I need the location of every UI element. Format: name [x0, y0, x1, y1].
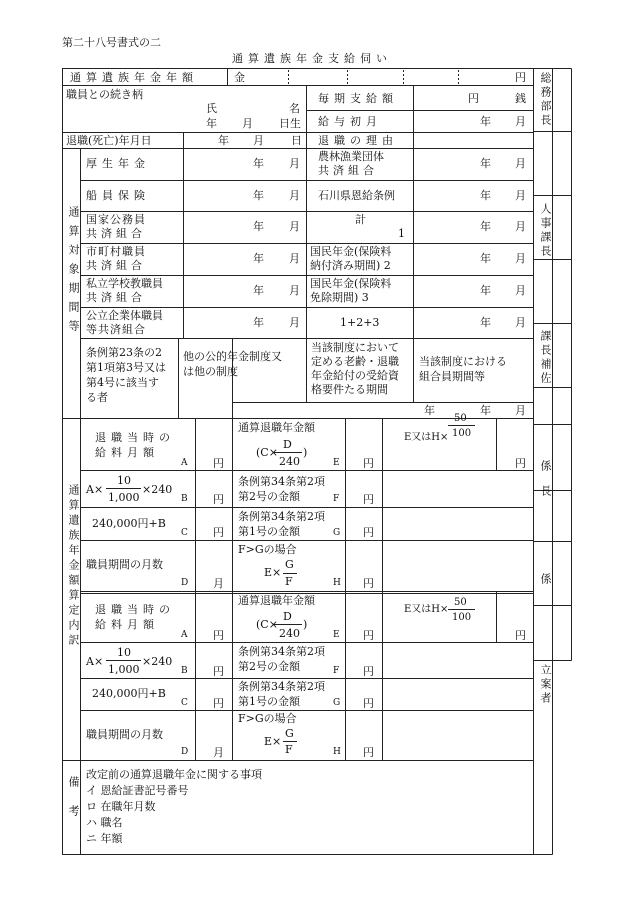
per-period-label: 毎期支給額	[318, 92, 398, 105]
art23-line-1: 条例第23条の2	[86, 346, 162, 359]
salary-label-2: 給料月額	[95, 618, 159, 631]
frac-100: 100	[452, 428, 472, 439]
eligibility-4: 格要件たる期間	[311, 383, 388, 396]
close-paren: )	[303, 618, 308, 631]
yen-unit: 円	[363, 665, 374, 678]
ym-year: 年	[480, 220, 491, 233]
total-yen-unit: 円	[515, 71, 526, 84]
a-prefix: A×	[86, 655, 104, 668]
frac-d-num: D	[283, 438, 292, 451]
yen-unit: 円	[213, 526, 224, 539]
close-paren: )	[303, 446, 308, 459]
approval-kakari: 係	[539, 573, 552, 587]
shichoson-label-1: 市町村職員	[86, 245, 146, 258]
retire-date-label: 退職(死亡)年月日	[66, 134, 152, 147]
salary-label-1: 退職当時の	[95, 431, 175, 444]
yen-unit: 円	[213, 457, 224, 470]
ym-month: 月	[289, 157, 300, 170]
months-label: 職員期間の月数	[86, 558, 163, 571]
yen-unit: 円	[213, 665, 224, 678]
letter-d: D	[181, 747, 189, 757]
formula-c: (C×	[256, 618, 278, 631]
frac-d-num: D	[283, 610, 292, 623]
yen-unit: 円	[213, 697, 224, 710]
senin-hoken: 船員保険	[86, 189, 150, 202]
remarks-title: 改定前の通算退職年金に関する事項	[86, 768, 262, 781]
shichoson-label-2: 共済組合	[86, 259, 146, 272]
letter-b: B	[181, 494, 188, 504]
ym-year: 年	[253, 284, 264, 297]
first-pay-month: 月	[515, 115, 526, 128]
yen-unit: 円	[213, 629, 224, 642]
remarks-item-ha: ハ 職名	[86, 816, 123, 829]
ym-month: 月	[289, 189, 300, 202]
kokumin-1-label-2: 納付済み期間) 2	[310, 259, 391, 272]
ym-month: 月	[515, 252, 526, 265]
kokka-label-1: 国家公務員	[86, 213, 146, 226]
shiritsu-label-2: 共済組合	[86, 291, 146, 304]
ym-year: 年	[253, 252, 264, 265]
ym-year: 年	[253, 316, 264, 329]
letter-a: A	[181, 458, 188, 468]
tsusan-label: 通算退職年金額	[238, 421, 315, 434]
calc-side-label: 通算遺族年金額算定内訳	[67, 484, 80, 649]
ym-year: 年	[480, 157, 491, 170]
letter-h: H	[333, 747, 341, 757]
letter-f: F	[333, 494, 340, 504]
ym-year: 年	[424, 404, 435, 417]
a-suffix: ×240	[142, 655, 173, 668]
koritsu-label-2: 等共済組合	[86, 323, 146, 336]
ym-month: 月	[515, 316, 526, 329]
ym-month: 月	[515, 157, 526, 170]
ym-month: 月	[515, 189, 526, 202]
art34-2-line2: 第2号の金額	[238, 490, 300, 503]
art23-line-4: る者	[86, 391, 108, 404]
yen-unit: 円	[213, 493, 224, 506]
birth-month-unit: 月	[242, 117, 253, 130]
retire-day: 日	[291, 134, 302, 147]
retire-reason-label: 退職の理由	[318, 134, 398, 147]
letter-a: A	[181, 630, 188, 640]
letter-e: E	[333, 458, 340, 468]
letter-g: G	[333, 528, 341, 538]
letter-c: C	[181, 698, 188, 708]
yen-unit: 円	[363, 697, 374, 710]
frac-f: F	[285, 575, 293, 588]
art34-2-line1: 条例第34条第2項	[238, 475, 325, 488]
koritsu-label-1: 公立企業体職員	[86, 309, 163, 322]
birth-year-unit: 年	[206, 117, 217, 130]
art23-line-3: 第4号に該当す	[86, 376, 159, 389]
remarks-side-label: 備考	[67, 776, 80, 834]
e-or-h: E又はH×	[404, 604, 449, 615]
month-unit: 月	[213, 746, 224, 759]
letter-e: E	[333, 630, 340, 640]
art34-1-line1: 条例第34条第2項	[238, 680, 325, 693]
month-unit: 月	[213, 577, 224, 590]
shiritsu-label-1: 私立学校教職員	[86, 277, 163, 290]
approval-hosa: 課長補佐	[539, 330, 552, 386]
kokumin-2-label-2: 免除期間) 3	[310, 291, 369, 304]
kei-number: 1	[398, 227, 405, 240]
yen-unit: 円	[363, 577, 374, 590]
kei-label: 計	[355, 213, 366, 226]
art23-line-2: 第1項第3号又は	[86, 361, 166, 374]
frac-1000: 1,000	[108, 491, 140, 504]
sum-1-2-3: 1+2+3	[340, 316, 380, 329]
frac-10: 10	[117, 474, 131, 487]
a-suffix: ×240	[142, 483, 173, 496]
months-label: 職員期間の月数	[86, 728, 163, 741]
kin-label: 金	[234, 71, 245, 84]
ym-month: 月	[515, 220, 526, 233]
per-period-yen: 円	[468, 92, 479, 105]
frac-g: G	[285, 558, 294, 571]
letter-d: D	[181, 578, 189, 588]
salary-label-1: 退職当時の	[95, 603, 175, 616]
approval-somu: 総務部長	[539, 72, 552, 128]
other-system-2: は他の制度	[183, 365, 238, 378]
formula-c: (C×	[256, 446, 278, 459]
art34-2-line2: 第2号の金額	[238, 660, 300, 673]
kokka-label-2: 共済組合	[86, 227, 146, 240]
ym-month: 月	[289, 252, 300, 265]
kokumin-2-label-1: 国民年金(保険料	[310, 277, 392, 290]
eligibility-1: 当該制度において	[311, 341, 399, 354]
ym-year: 年	[253, 189, 264, 202]
ym-month: 月	[289, 284, 300, 297]
form-number: 第二十八号書式の二	[62, 36, 161, 49]
name-label-1: 氏	[206, 102, 217, 115]
a-prefix: A×	[86, 483, 104, 496]
ishikawa-onkyu: 石川県恩給条例	[318, 189, 395, 202]
ym-year: 年	[480, 189, 491, 202]
yen-unit: 円	[363, 629, 374, 642]
e-or-h: E又はH×	[404, 432, 449, 443]
f-gt-g: F>Gの場合	[238, 712, 297, 725]
frac-10: 10	[117, 646, 131, 659]
e-times: E×	[264, 735, 282, 748]
norin-label-1: 農林漁業団体	[318, 150, 384, 163]
ym-year: 年	[480, 252, 491, 265]
letter-b: B	[181, 666, 188, 676]
relation-label: 職員との続き柄	[66, 88, 143, 101]
remarks-item-i: イ 恩給証書記号番号	[86, 784, 189, 797]
frac-50: 50	[454, 413, 467, 424]
first-pay-year: 年	[480, 115, 491, 128]
remarks-item-ni: ニ 年額	[86, 832, 123, 845]
ym-year: 年	[480, 316, 491, 329]
eligibility-2: 定める老齢・退職	[311, 355, 399, 368]
kousei-nenkin: 厚生年金	[86, 157, 150, 170]
ym-year: 年	[253, 220, 264, 233]
remarks-item-ro: ロ 在職年月数	[86, 800, 156, 813]
ym-year: 年	[253, 157, 264, 170]
yen-unit: 円	[363, 457, 374, 470]
first-pay-label: 給与初月	[318, 115, 382, 128]
form-title: 通算遺族年金支給伺い	[232, 52, 392, 65]
frac-g: G	[285, 727, 294, 740]
ym-year: 年	[480, 404, 491, 417]
retire-month: 月	[253, 134, 264, 147]
ym-month: 月	[289, 220, 300, 233]
yen-unit: 円	[363, 746, 374, 759]
frac-d-den: 240	[279, 627, 300, 640]
frac-50: 50	[454, 597, 467, 608]
frac-1000: 1,000	[108, 663, 140, 676]
art34-2-line1: 条例第34条第2項	[238, 645, 325, 658]
f-gt-g: F>Gの場合	[238, 543, 297, 556]
base-plus-b: 240,000円+B	[92, 517, 166, 530]
ym-month: 月	[515, 284, 526, 297]
ym-year: 年	[480, 284, 491, 297]
period-side-label: 通算対象期間等	[67, 206, 80, 339]
art34-1-line2: 第1号の金額	[238, 695, 300, 708]
birth-day-unit: 日生	[279, 117, 301, 130]
yen-unit: 円	[363, 493, 374, 506]
frac-f: F	[285, 743, 293, 756]
approval-kakaricho: 係長	[539, 460, 552, 510]
other-system-1: 他の公的年金制度又	[183, 350, 282, 363]
approval-ritsuan: 立案者	[539, 664, 552, 706]
art34-1-line2: 第1号の金額	[238, 525, 300, 538]
letter-h: H	[333, 578, 341, 588]
ym-month: 月	[289, 316, 300, 329]
norin-label-2: 共済組合	[318, 164, 378, 177]
per-period-sen: 銭	[515, 92, 526, 105]
letter-c: C	[181, 528, 188, 538]
yen-unit: 円	[363, 526, 374, 539]
approval-jinji: 人事課長	[539, 203, 552, 259]
art34-1-line1: 条例第34条第2項	[238, 510, 325, 523]
tsusan-label: 通算退職年金額	[238, 594, 315, 607]
kokumin-1-label-1: 国民年金(保険料	[310, 245, 392, 258]
union-period-1: 当該制度における	[419, 355, 507, 368]
ym-month: 月	[515, 404, 526, 417]
union-period-2: 組合員期間等	[419, 370, 485, 383]
base-plus-b: 240,000円+B	[92, 687, 166, 700]
frac-d-den: 240	[279, 455, 300, 468]
yen-unit: 円	[515, 457, 526, 470]
total-amount-label: 通算遺族年金年額	[70, 71, 198, 84]
yen-unit: 円	[515, 629, 526, 642]
letter-g: G	[333, 698, 341, 708]
letter-f: F	[333, 666, 340, 676]
salary-label-2: 給料月額	[95, 446, 159, 459]
name-label-2: 名	[289, 102, 300, 115]
eligibility-3: 年金給付の受給資	[311, 369, 399, 382]
retire-year: 年	[218, 134, 229, 147]
frac-100: 100	[452, 612, 472, 623]
e-times: E×	[264, 566, 282, 579]
